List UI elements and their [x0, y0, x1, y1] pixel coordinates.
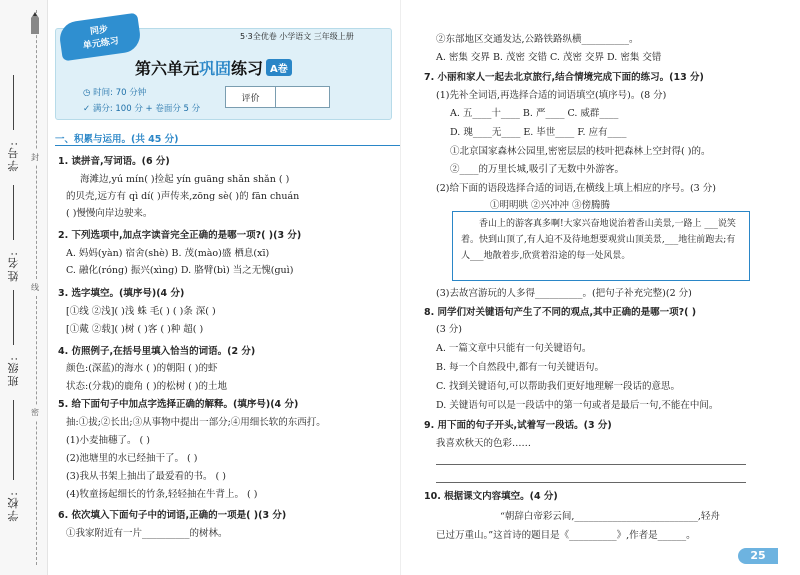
q7-part2-prompt: (2)给下面的语段选择合适的词语,在横线上填上相应的序号。(3 分)	[436, 183, 716, 194]
q7-part3[interactable]: (3)去故宫游玩的人多得__________。(把句子补充完整)(2 分)	[436, 288, 692, 299]
q5-item-2[interactable]: (2)池塘里的水已经抽干了。 ( )	[66, 453, 198, 464]
q6-sentence-1[interactable]: ①我家附近有一片__________的树林。	[66, 528, 228, 539]
q3-row-2[interactable]: [①戴 ②载]( )树 ( )客 ( )种 超( )	[66, 324, 204, 335]
q7-fill-2[interactable]: ②____的万里长城,吸引了无数中外游客。	[450, 164, 625, 175]
cut-mark-xian: 线	[31, 280, 39, 295]
student-id-line[interactable]	[13, 75, 14, 130]
q8-option-b[interactable]: B. 每一个自然段中,都有一句关键语句。	[436, 362, 605, 373]
q10-prompt: 10. 根据课文内容填空。(4 分)	[424, 491, 558, 502]
q4-row-1[interactable]: 颜色:(深蓝)的海水 ( )的朝阳 ( )的虾	[66, 363, 218, 374]
q6-options[interactable]: A. 密集 交界 B. 茂密 交错 C. 茂密 交界 D. 密集 交错	[436, 52, 662, 63]
score-text: 满分: 100 分 + 卷面分 5 分	[92, 104, 201, 114]
q8-option-a[interactable]: A. 一篇文章中只能有一句关键语句。	[436, 343, 592, 354]
page-title	[135, 56, 292, 79]
cut-mark-mi: 密	[31, 405, 39, 420]
q7-words-row-2[interactable]: D. 瑰____无____ E. 毕世____ F. 应有____	[450, 127, 627, 138]
title-pre: 第六单元	[135, 59, 200, 78]
q2-options-cd[interactable]: C. 融化(róng) 振兴(xìng) D. 胳臂(bì) 当之无愧(guì)	[66, 265, 294, 276]
q4-row-2[interactable]: 状态:(分栽)的鹿角 ( )的松树 ( )的土地	[66, 381, 228, 392]
class-label: 班级:	[7, 355, 20, 387]
q9-answer-line-1[interactable]	[436, 464, 746, 465]
q10-line-2[interactable]: 已过万重山。”这首诗的题目是《__________》,作者是______。	[436, 530, 696, 541]
q7-part1-prompt: (1)先补全词语,再选择合适的词语填空(填序号)。(8 分)	[436, 90, 667, 101]
school-label: 学校:	[7, 490, 20, 522]
title-badge: A卷	[266, 59, 292, 76]
q1-line-2[interactable]: 的贝壳,远方有 qì dí( )声传来,zōng sè( )的 fān chuán	[66, 191, 300, 202]
school-line[interactable]	[13, 400, 14, 480]
section-heading: 一、积累与运用。(共 45 分)	[55, 131, 400, 146]
q8-option-c[interactable]: C. 找到关键语句,可以帮助我们更好地理解一段话的意思。	[436, 381, 680, 392]
q9-answer-line-2[interactable]	[436, 482, 746, 483]
cut-mark-feng: 封	[31, 150, 39, 165]
page-fold	[400, 0, 401, 575]
q7-word-choices: ①明明哄 ②兴冲冲 ③傍腾腾	[490, 200, 611, 211]
q3-prompt: 3. 选字填空。(填序号)(4 分)	[58, 288, 185, 299]
time-info	[83, 86, 146, 98]
q8-prompt: 8. 同学们对关键语句产生了不同的观点,其中正确的是哪一项?( )	[424, 307, 697, 318]
title-post: 练习	[231, 59, 264, 78]
q9-prompt: 9. 用下面的句子开头,试着写一段话。(3 分)	[424, 420, 612, 431]
q5-prompt: 5. 给下面句子中加点字选择正确的解释。(填序号)(4 分)	[58, 399, 299, 410]
q10-line-1[interactable]: “朝辞白帝彩云间,__________________________,轻舟	[500, 511, 720, 522]
q5-definitions: 抽:①拔;②长出;③从事物中提出一部分;④用细长软的东西打。	[66, 417, 326, 428]
check-icon: ✓	[83, 104, 93, 114]
page-number: 25	[738, 548, 778, 564]
q6-sentence-2[interactable]: ②东部地区交通发达,公路铁路纵横__________。	[436, 34, 639, 45]
passage-box	[452, 211, 750, 281]
series-info: 5·3全优卷 小学语文 三年级上册	[240, 32, 354, 41]
q7-prompt: 7. 小丽和家人一起去北京旅行,结合情境完成下面的练习。(13 分)	[424, 72, 704, 83]
evaluation-label: 评价	[226, 87, 276, 107]
time-text: 时间: 70 分钟	[93, 88, 147, 98]
score-info	[83, 102, 200, 114]
q6-prompt: 6. 依次填入下面句子中的词语,正确的一项是( )(3 分)	[58, 510, 287, 521]
evaluation-field[interactable]	[276, 87, 329, 107]
badge-line-1: 同步	[89, 24, 109, 38]
q1-line-3[interactable]: ( )慢慢向岸边驶来。	[66, 208, 153, 219]
q7-fill-1[interactable]: ①北京国家森林公园里,密密层层的枝叶把森林上空封得( )的。	[450, 146, 711, 157]
q3-row-1[interactable]: [①线 ②浅]( )浅 蛛 毛( ) ( )条 深( )	[66, 306, 216, 317]
pencil-icon	[30, 12, 40, 34]
name-line[interactable]	[13, 185, 14, 240]
class-line[interactable]	[13, 290, 14, 345]
evaluation-box[interactable]	[225, 86, 330, 108]
q2-prompt: 2. 下列选项中,加点字读音完全正确的是哪一项?( )(3 分)	[58, 230, 302, 241]
student-id-label: 学号:	[7, 140, 20, 172]
q1-prompt: 1. 读拼音,写词语。(6 分)	[58, 156, 170, 167]
passage-text[interactable]: 香山上的游客真多啊!大家兴奋地说治着香山美景,一路上 ___说笑着。快到山顶了,有人迫不及待地想要观赏山顶美景,___地往前跑去;有人___地散着步,欣赏着沿途的每一处风景。	[461, 219, 736, 261]
q1-line-1[interactable]: 海滩边,yú mín( )捡起 yín guāng shǎn shǎn ( )	[80, 174, 290, 185]
q9-starter: 我喜欢秋天的色彩……	[436, 438, 532, 449]
name-label: 姓名:	[7, 250, 20, 282]
clock-icon: ◷	[83, 88, 94, 98]
title-em: 巩固	[199, 59, 232, 78]
q7-words-row-1[interactable]: A. 五____十____ B. 严____ C. 威群____	[450, 108, 619, 119]
q8-points: (3 分)	[436, 324, 462, 335]
q2-options-ab[interactable]: A. 妈妈(yàn) 宿舍(shè) B. 茂(mào)盛 栖息(xī)	[66, 248, 270, 259]
badge-line-2: 单元练习	[82, 36, 120, 52]
q5-item-1[interactable]: (1)小麦抽穗了。 ( )	[66, 435, 150, 446]
q8-option-d[interactable]: D. 关键语句可以是一段话中的第一句或者是最后一句,不能在中间。	[436, 400, 719, 411]
q5-item-4[interactable]: (4)牧童扬起细长的竹条,轻轻抽在牛背上。 ( )	[66, 489, 258, 500]
q4-prompt: 4. 仿照例子,在括号里填入恰当的词语。(2 分)	[58, 346, 256, 357]
q5-item-3[interactable]: (3)我从书架上抽出了最爱看的书。 ( )	[66, 471, 226, 482]
